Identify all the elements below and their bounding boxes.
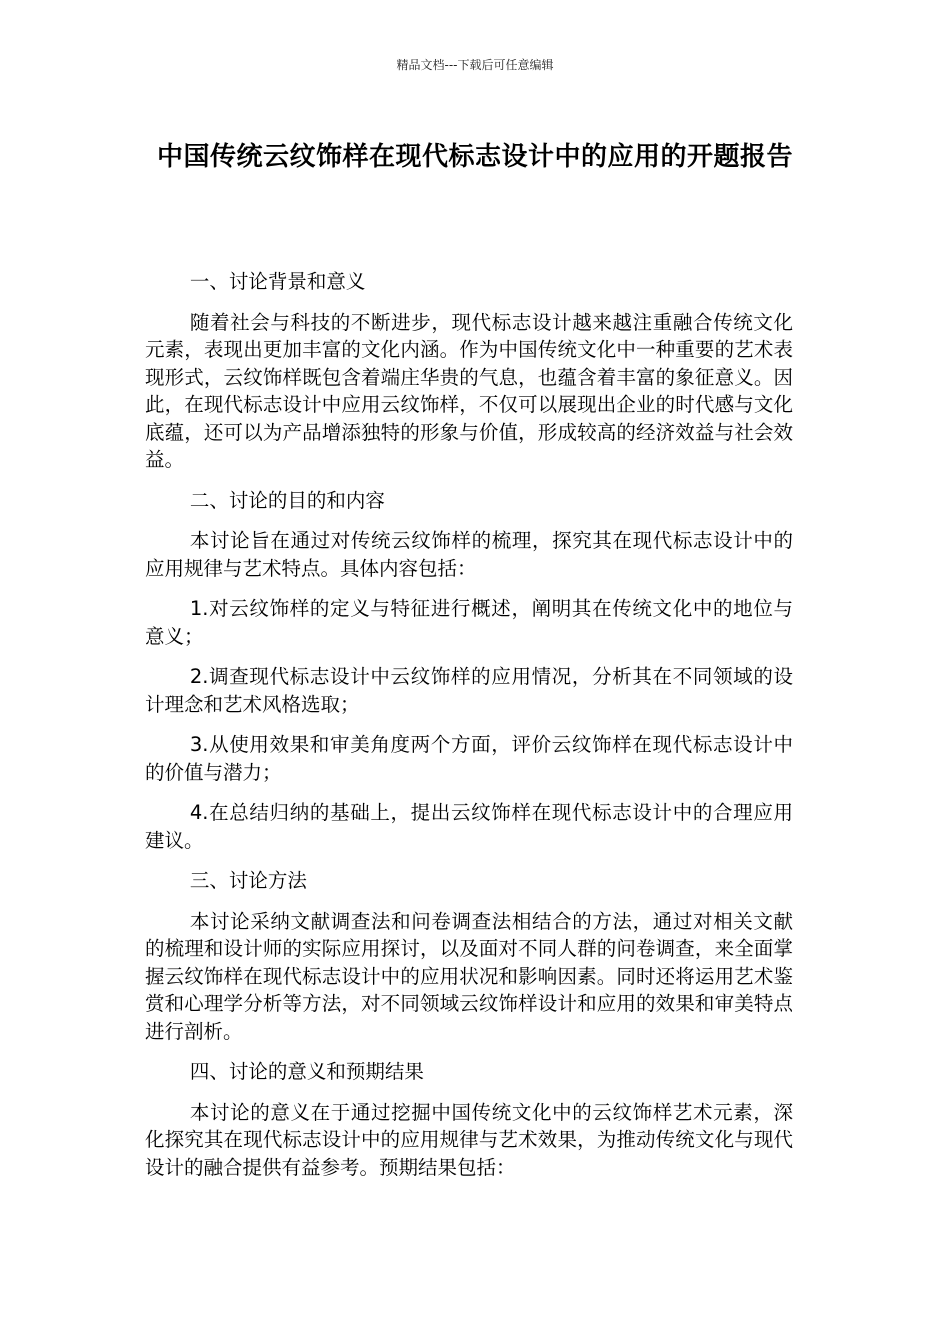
section-heading-method: 三、讨论方法 <box>189 869 307 892</box>
section-heading-significance: 四、讨论的意义和预期结果 <box>189 1060 424 1083</box>
paragraph-purpose: 本讨论旨在通过对传统云纹饰样的梳理，探究其在现代标志设计中的应用规律与艺术特点。具体内容包括： <box>145 529 793 580</box>
section-heading-purpose: 二、讨论的目的和内容 <box>189 488 385 512</box>
document-body <box>145 268 793 1194</box>
list-item-1: 1.对云纹饰样的定义与特征进行概述，阐明其在传统文化中的地位与意义； <box>145 597 793 648</box>
list-item-2: 2.调查现代标志设计中云纹饰样的应用情况，分析其在不同领域的设计理念和艺术风格选取； <box>145 665 793 716</box>
list-item-4: 4.在总结归纳的基础上，提出云纹饰样在现代标志设计中的合理应用建议。 <box>145 801 793 852</box>
paragraph-significance: 本讨论的意义在于通过挖掘中国传统文化中的云纹饰样艺术元素，深化探究其在现代标志设计中的应用规律与艺术效果，为推动传统文化与现代设计的融合提供有益参考。预期结果包括： <box>145 1100 793 1179</box>
document-title: 中国传统云纹饰样在现代标志设计中的应用的开题报告 <box>156 142 793 172</box>
paragraph-background: 随着社会与科技的不断进步，现代标志设计越来越注重融合传统文化元素，表现出更加丰富的文化内涵。作为中国传统文化中一种重要的艺术表现形式，云纹饰样既包含着端庄华贵的气息，也蕴含着丰富的象征意义。因此，在现代标志设计中应用云纹饰样，不仅可以展现出企业的时代感与文化底蕴，还可以为产品增添独特的形象与价值，形成较高的经济效益与社会效益。 <box>145 310 793 471</box>
header-note: 精品文档---下载后可任意编辑 <box>396 58 554 72</box>
list-item-3: 3.从使用效果和审美角度两个方面，评价云纹饰样在现代标志设计中的价值与潜力； <box>145 733 793 784</box>
paragraph-method: 本讨论采纳文献调查法和问卷调查法相结合的方法，通过对相关文献的梳理和设计师的实际应用探讨，以及面对不同人群的问卷调查，来全面掌握云纹饰样在现代标志设计中的应用状况和影响因素。同时还将运用艺术鉴赏和心理学分析等方法，对不同领域云纹饰样设计和应用的效果和审美特点进行剖析。 <box>145 909 793 1043</box>
section-heading-background: 一、讨论背景和意义 <box>189 270 366 293</box>
